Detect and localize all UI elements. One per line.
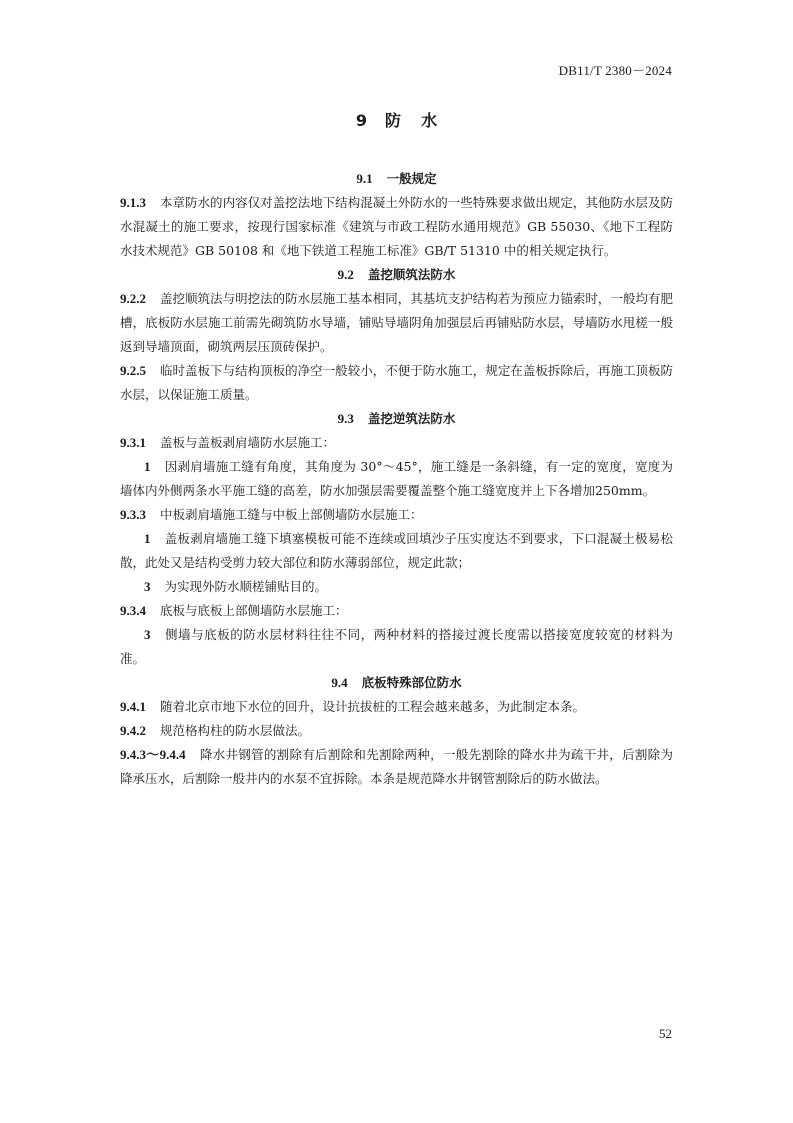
section-title: 一般规定	[386, 171, 437, 186]
item-text: 因剥肩墙施工缝有角度，其角度为 30°～45°，施工缝是一条斜缝，有一定的宽度，宽度为墙体内外侧两条水平施工缝的高差，防水加强层需要覆盖整个施工缝宽度并上下各增加250mm。	[120, 459, 673, 498]
item-text: 盖板剥肩墙施工缝下填塞模板可能不连续或回填沙子压实度达不到要求，下口混凝土极易松散，此处又是结构受剪力较大部位和防水薄弱部位，规定此款；	[120, 531, 673, 570]
clause-text: 随着北京市地下水位的回升，设计抗拔桩的工程会越来越多，为此制定本条。	[160, 699, 586, 714]
section-title: 盖挖顺筑法防水	[367, 267, 456, 282]
item-number: 1	[144, 459, 151, 474]
clause-number: 9.4.1	[120, 699, 146, 714]
clause-number: 9.3.1	[120, 435, 146, 450]
section-number: 9.1	[356, 171, 373, 186]
section-heading-9-3	[120, 407, 673, 431]
section-number: 9.3	[337, 411, 354, 426]
clause-text: 本章防水的内容仅对盖挖法地下结构混凝土外防水的一些特殊要求做出规定，其他防水层及防水混凝土的施工要求，按现行国家标准《建筑与市政工程防水通用规范》GB 55030、《地下工程防水技术规范》GB 50108 和《地下铁道工程施工标准》GB/T 51310 中的相关规定执行。	[120, 195, 673, 258]
clause-number: 9.4.2	[120, 723, 146, 738]
clause-text: 规范格构柱的防水层做法。	[160, 723, 311, 738]
clause-9-4-3-to-9-4-4	[120, 743, 673, 791]
clause-number: 9.3.4	[120, 603, 146, 618]
item-number: 3	[144, 627, 151, 642]
item-text: 侧墙与底板的防水层材料往往不同，两种材料的搭接过渡长度需以搭接宽度较宽的材料为准。	[120, 627, 673, 666]
section-heading-9-4	[120, 671, 673, 695]
clause-text: 盖挖顺筑法与明挖法的防水层施工基本相同，其基坑支护结构若为预应力锚索时，一般均有肥槽，底板防水层施工前需先砌筑防水导墙，铺贴导墙阴角加强层后再铺贴防水层，导墙防水甩槎一般返到导墙顶面，砌筑两层压顶砖保护。	[120, 291, 673, 354]
page-number: 52	[659, 1026, 672, 1041]
clause-number: 9.1.3	[120, 195, 146, 210]
clause-9-3-1-item-1	[120, 455, 673, 503]
clause-text: 临时盖板下与结构顶板的净空一般较小，不便于防水施工，规定在盖板拆除后，再施工顶板防水层，以保证施工质量。	[120, 363, 673, 402]
clause-number: 9.2.5	[120, 363, 146, 378]
clause-text: 底板与底板上部侧墙防水层施工：	[160, 603, 348, 618]
clause-text: 盖板与盖板剥肩墙防水层施工：	[160, 435, 336, 450]
clause-number: 9.3.3	[120, 507, 146, 522]
clause-9-4-1	[120, 695, 673, 719]
section-number: 9.2	[337, 267, 354, 282]
chapter-number: 9	[355, 111, 368, 130]
clause-9-3-3	[120, 503, 673, 527]
clause-9-3-3-item-1	[120, 527, 673, 575]
clause-9-2-5	[120, 359, 673, 407]
chapter-title-char-2: 水	[421, 111, 438, 130]
section-title: 盖挖逆筑法防水	[367, 411, 456, 426]
section-title: 底板特殊部位防水	[361, 675, 462, 690]
clause-text: 中板剥肩墙施工缝与中板上部侧墙防水层施工：	[160, 507, 423, 522]
clause-9-3-3-item-3	[120, 575, 673, 599]
item-number: 3	[144, 579, 151, 594]
clause-9-1-3	[120, 191, 673, 263]
clause-9-3-1	[120, 431, 673, 455]
clause-9-3-4-item-3	[120, 623, 673, 671]
clause-9-3-4	[120, 599, 673, 623]
clause-9-4-2	[120, 719, 673, 743]
clause-number: 9.2.2	[120, 291, 146, 306]
section-heading-9-2	[120, 263, 673, 287]
item-text: 为实现外防水顺槎铺贴目的。	[164, 579, 328, 594]
document-body	[120, 167, 673, 791]
standard-code: DB11/T 2380－2024	[558, 63, 672, 78]
chapter-title	[0, 108, 793, 131]
section-heading-9-1	[120, 167, 673, 191]
clause-text: 降水井钢管的割除有后割除和先割除两种，一般先割除的降水井为疏干井，后割除为降承压水，后割除一般井内的水泵不宜拆除。本条是规范降水井钢管割除后的防水做法。	[120, 747, 673, 786]
item-number: 1	[144, 531, 151, 546]
clause-9-2-2	[120, 287, 673, 359]
clause-number: 9.4.3～9.4.4	[120, 747, 186, 762]
chapter-title-char-1: 防	[385, 111, 402, 130]
section-number: 9.4	[331, 675, 348, 690]
